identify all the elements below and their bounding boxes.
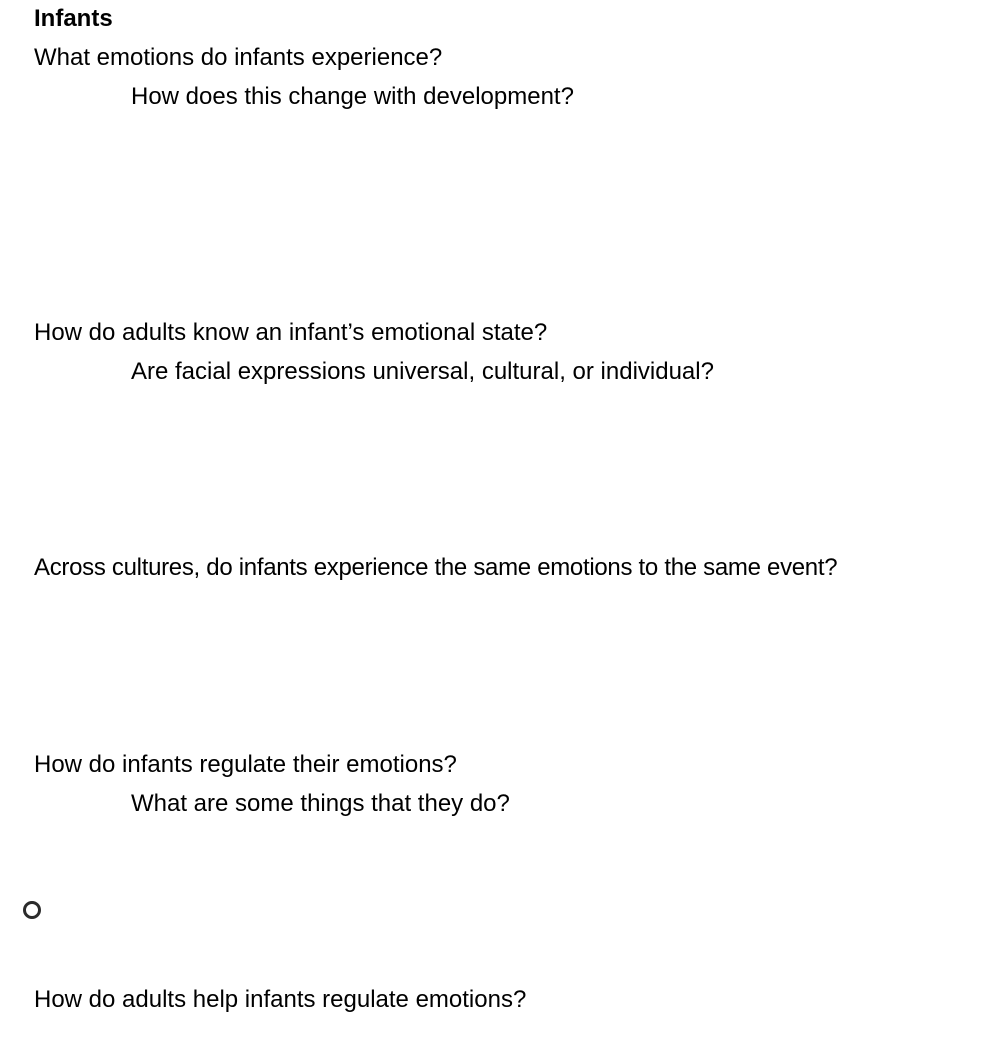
document-heading: Infants [34, 5, 113, 32]
question-2-sub: Are facial expressions universal, cultural, or individual? [131, 358, 714, 385]
question-1-sub: How does this change with development? [131, 83, 574, 110]
circle-cursor-icon [23, 901, 41, 919]
question-2-main: How do adults know an infant’s emotional state? [34, 319, 548, 346]
question-4-main: How do infants regulate their emotions? [34, 751, 457, 778]
question-3-main: Across cultures, do infants experience the same emotions to the same event? [34, 554, 838, 581]
question-4-sub: What are some things that they do? [131, 790, 510, 817]
question-1-main: What emotions do infants experience? [34, 44, 443, 71]
question-5-main: How do adults help infants regulate emotions? [34, 986, 527, 1013]
